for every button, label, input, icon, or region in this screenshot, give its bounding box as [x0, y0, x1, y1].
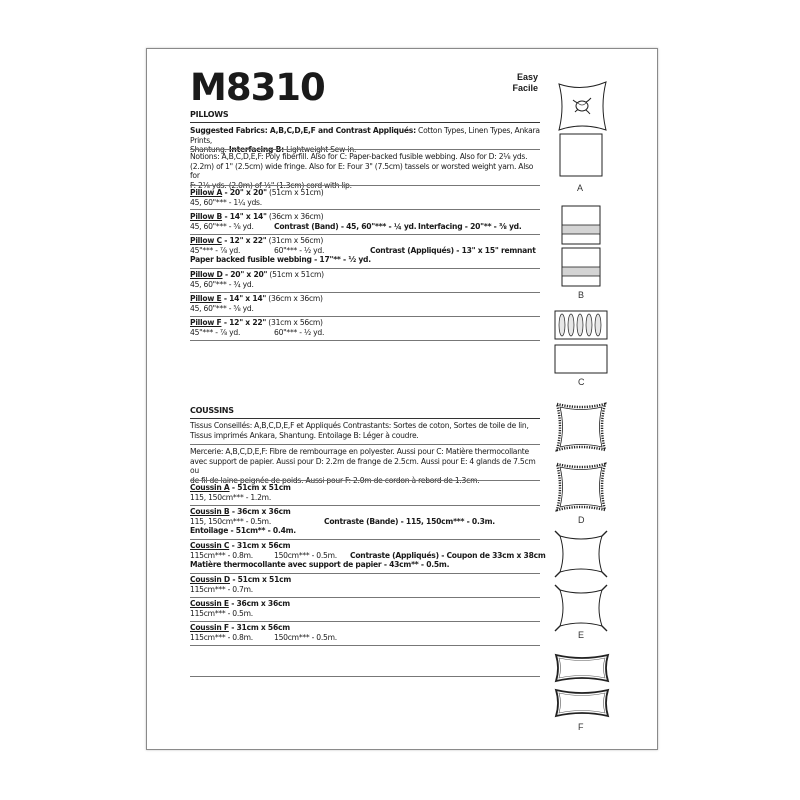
fabrics-label: Suggested Fabrics: A,B,C,D,E,F and Contrast Appliqués:: [190, 126, 416, 135]
pillow-f-yardage-60: 60"*** - ½ yd.: [274, 327, 325, 337]
difficulty-fr: Facile: [512, 83, 538, 93]
divider: [190, 597, 540, 598]
pillow-e-size: - 14" x 14": [221, 294, 267, 303]
divider: [190, 539, 540, 540]
pillow-f-back-illustration: [552, 686, 612, 720]
coussin-b-size: - 36cm x 36cm: [229, 507, 291, 516]
pillow-c-yardage-60: 60"*** - ½ yd.: [274, 245, 325, 255]
pillow-a-back-illustration: [558, 132, 604, 178]
divider: [190, 621, 540, 622]
coussin-b-contraste: Contraste (Bande) - 115, 150cm*** - 0.3m.: [324, 516, 495, 526]
pillow-f-front-illustration: [552, 651, 612, 685]
pillows-heading: PILLOWS: [190, 110, 229, 119]
pillow-c-yardage-45: 45"*** - ⅞ yd.: [190, 245, 241, 255]
coussin-c-title: Coussin C: [190, 541, 230, 550]
pillow-d-title: Pillow D: [190, 270, 223, 279]
divider: [190, 209, 540, 210]
notions-line: F: 2⅛ yds. (2.0m) of ½" (1.3cm) cord with lip.: [190, 180, 352, 190]
pillow-b-yardage: 45, 60"*** - ⅝ yd.: [190, 221, 254, 231]
pillow-c: [190, 236, 540, 265]
divider: [190, 268, 540, 269]
coussin-d-size: - 51cm x 51cm: [229, 575, 292, 584]
pillow-a-title: Pillow A: [190, 188, 223, 197]
pillow-d-front-illustration: [551, 398, 611, 456]
pillow-d-yardage: 45, 60"*** - ¾ yd.: [190, 279, 254, 289]
coussin-f-metrage-115: 115cm*** - 0.8m.: [190, 632, 253, 642]
view-label-d: D: [578, 515, 585, 525]
coussin-a: [190, 483, 540, 502]
pillow-e: [190, 294, 540, 313]
pillow-c-back-illustration: [554, 344, 608, 374]
coussin-d-metrage: 115cm*** - 0.7m.: [190, 584, 253, 594]
divider: [190, 292, 540, 293]
coussin-f-metrage-150: 150cm*** - 0.5m.: [274, 632, 337, 642]
notions-line: Notions: A,B,C,D,E,F: Poly fiberfill. Also for C: Paper-backed fusible webbing. Also for D: 2⅛ yds.: [190, 152, 528, 161]
pillow-b-interfacing: Interfacing - 20"** - ⅜ yd.: [418, 221, 522, 231]
pillow-a-size: - 20" x 20": [222, 188, 267, 197]
pillow-c-size: - 12" x 22": [221, 236, 267, 245]
divider: [190, 676, 540, 677]
pillow-d-size: - 20" x 20": [222, 270, 268, 279]
notions-line: (2.2m) of 1" (2.5cm) wide fringe. Also for E: Four 3" (7.5cm) tassels or worsted weight yarn. Also for: [190, 161, 534, 181]
coussin-b-entoilage: Entoilage - 51cm** - 0.4m.: [190, 526, 296, 536]
divider: [190, 573, 540, 574]
view-label-a: A: [577, 183, 584, 193]
pillow-e-back-illustration: [552, 582, 610, 634]
pillow-b-title: Pillow B: [190, 212, 223, 221]
pillow-b: [190, 212, 540, 231]
divider: [190, 418, 540, 419]
mercerie-line: Mercerie: A,B,C,D,E,F: Fibre de rembourrage en polyester. Aussi pour C: Matière thermocollante: [190, 447, 529, 456]
coussin-a-metrage: 115, 150cm*** - 1.2m.: [190, 492, 271, 502]
coussin-a-title: Coussin A: [190, 483, 230, 492]
tissus-line: Tissus Conseillés: A,B,C,D,E,F et Appliqués Contrastants: Sortes de coton, Sortes de toile de lin,: [190, 421, 529, 430]
view-label-f: F: [578, 722, 584, 732]
pillow-e-yardage: 45, 60"*** - ⅝ yd.: [190, 303, 254, 313]
coussin-e-metrage: 115cm*** - 0.5m.: [190, 608, 253, 618]
tissus-line: Tissus imprimés Ankara, Shantung. Entoilage B: Léger à coudre.: [190, 430, 419, 440]
coussin-c-metrage-150: 150cm*** - 0.5m.: [274, 550, 337, 560]
pillow-d-metric: (51cm x 51cm): [267, 270, 324, 279]
coussin-b-metrage: 115, 150cm*** - 0.5m.: [190, 516, 271, 526]
coussin-c-size: - 31cm x 56cm: [229, 541, 291, 550]
interfacing-label: Interfacing B:: [228, 145, 284, 155]
coussin-e-size: - 36cm x 36cm: [228, 599, 290, 608]
pillow-b-contrast: Contrast (Band) - 45, 60"*** - ¼ yd.: [274, 221, 417, 231]
divider: [190, 505, 540, 506]
coussin-c-contraste: Contraste (Appliqués) - Coupon de 33cm x 38cm: [350, 550, 546, 560]
pillow-f: [190, 318, 540, 337]
coussin-f-title: Coussin F: [190, 623, 229, 632]
pillow-b-size: - 14" x 14": [222, 212, 267, 221]
coussin-b: [190, 507, 540, 536]
pillow-e-metric: (36cm x 36cm): [266, 294, 323, 303]
pillow-a-metric: (51cm x 51cm): [266, 188, 324, 197]
view-label-e: E: [578, 630, 585, 640]
difficulty-label: [480, 72, 538, 94]
pillow-f-yardage-45: 45"*** - ⅞ yd.: [190, 327, 241, 337]
coussins-heading-block: [190, 406, 540, 416]
pillow-c-metric: (31cm x 56cm): [266, 236, 324, 245]
divider: [190, 340, 540, 341]
coussin-c: [190, 541, 546, 570]
pillow-b-metric: (36cm x 36cm): [266, 212, 324, 221]
fabrics-text: Cotton Types, Linen Types, Ankara Prints,: [190, 126, 540, 145]
divider: [190, 149, 540, 150]
mercerie-line: avec support de papier. Aussi pour D: 2.2m de frange de 2.5cm. Aussi pour E: 4 glands de 7.5cm ou: [190, 456, 536, 476]
pillow-a-yardage: 45, 60"*** - 1¼ yds.: [190, 197, 262, 207]
coussin-e: [190, 599, 540, 618]
coussin-d: [190, 575, 540, 594]
pillow-b-front-illustration: [561, 205, 601, 245]
pillow-b-back-illustration: [561, 247, 601, 287]
view-label-b: B: [578, 290, 585, 300]
pillow-c-webbing: Paper backed fusible webbing - 17"** - ½ yd.: [190, 255, 371, 265]
mercerie-line: de fil de laine peignée de poids. Aussi pour F: 2.0m de cordon à rebord de 1.3cm.: [190, 475, 480, 485]
divider: [190, 185, 540, 186]
divider: [190, 444, 540, 445]
pillow-f-metric: (31cm x 56cm): [266, 318, 323, 327]
coussin-c-metrage-115: 115cm*** - 0.8m.: [190, 550, 253, 560]
coussin-b-title: Coussin B: [190, 507, 230, 516]
coussin-e-title: Coussin E: [190, 599, 229, 608]
pillow-c-contrast: Contrast (Appliqués) - 13" x 15" remnant: [370, 245, 536, 255]
divider: [190, 234, 540, 235]
divider: [190, 645, 540, 646]
coussins-heading: COUSSINS: [190, 406, 234, 415]
coussin-f: [190, 623, 540, 642]
divider: [190, 122, 540, 123]
tissus-conseilles: [190, 421, 540, 440]
pillow-f-size: - 12" x 22": [221, 318, 267, 327]
pillow-e-front-illustration: [552, 528, 610, 580]
divider: [190, 480, 540, 481]
pillows-heading-block: [190, 110, 540, 120]
pillow-d: [190, 270, 540, 289]
coussin-c-matiere: Matière thermocollante avec support de papier - 43cm** - 0.5m.: [190, 560, 450, 570]
pillow-d-back-illustration: [551, 458, 611, 516]
coussin-a-size: - 51cm x 51cm: [229, 483, 291, 492]
coussin-f-size: - 31cm x 56cm: [228, 623, 290, 632]
fabrics-line2c: Lightweight Sew-in.: [283, 145, 357, 155]
pattern-code: M8310: [190, 66, 325, 109]
pillow-c-title: Pillow C: [190, 236, 222, 245]
view-label-c: C: [578, 377, 585, 387]
pillow-a-knot-front-illustration: [555, 78, 610, 134]
divider: [190, 316, 540, 317]
difficulty-en: Easy: [516, 72, 538, 82]
pillow-f-title: Pillow F: [190, 318, 222, 327]
suggested-fabrics: [190, 126, 540, 155]
coussin-d-title: Coussin D: [190, 575, 230, 584]
pillow-a: [190, 188, 540, 207]
pillow-e-title: Pillow E: [190, 294, 222, 303]
pillow-c-front-illustration: [554, 310, 608, 340]
fabrics-line2a: Shantung.: [190, 145, 229, 155]
